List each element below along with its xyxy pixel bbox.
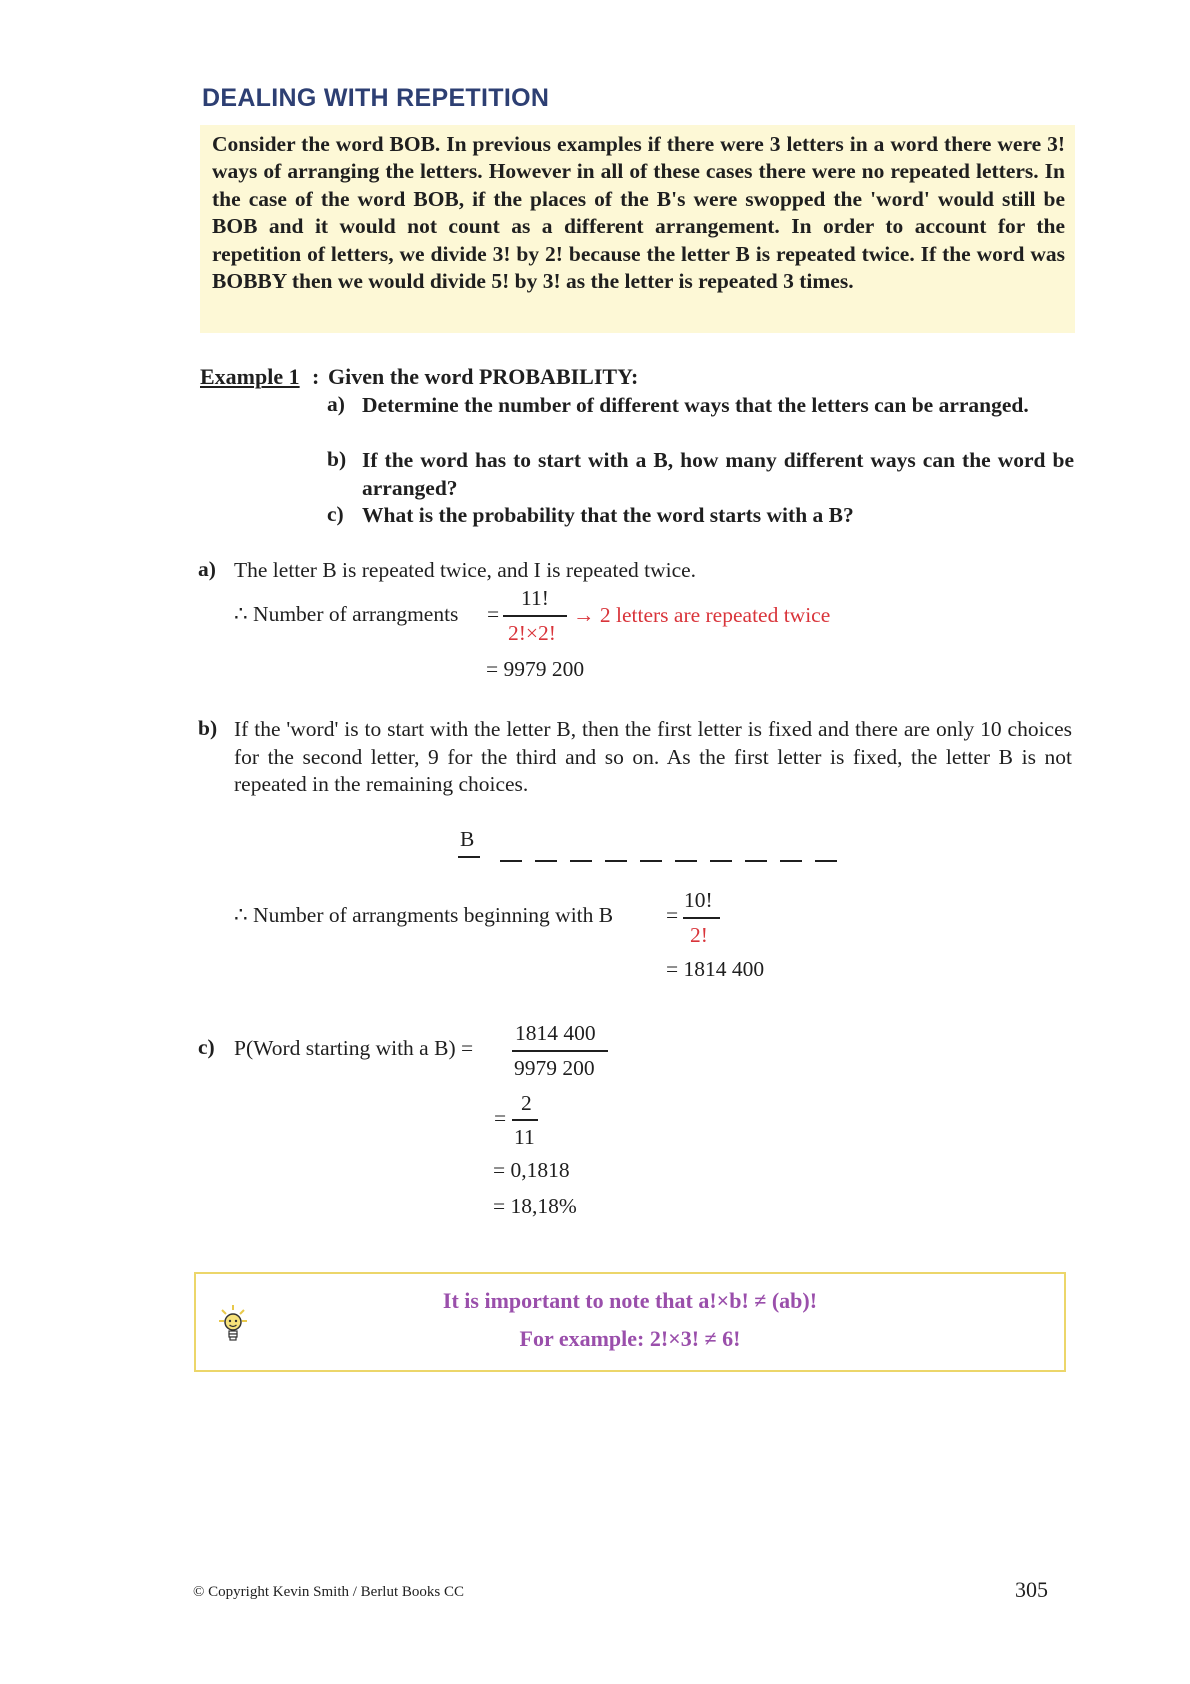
- solution-c-denominator: 9979 200: [514, 1056, 595, 1080]
- slot-underline-first: [458, 856, 480, 858]
- slot-blank: [780, 860, 802, 862]
- example-title: Given the word PROBABILITY:: [328, 364, 639, 389]
- example-label: Example 1: [200, 364, 300, 389]
- solution-a-result: = 9979 200: [486, 657, 585, 681]
- solution-c-numerator: 1814 400: [515, 1021, 596, 1045]
- slot-letter: B: [460, 827, 475, 851]
- intro-text: Consider the word BOB. In previous examples if there were 3 letters in a word there were 3! ways of arranging the letters. However in all of these cases there were no repeated letters. In the case of the word BOB, if the places of the B's were swopped the 'word' would still be BOB and it would not count as a different arrangement. In order to account for the repetition of letters, we divide 3! by 2! because the letter B is repeated twice. If the word was BOBBY then we would divide 5! by 3! as the letter is repeated 3 times.: [212, 132, 1065, 294]
- solution-a-annotation: → 2 letters are repeated twice: [573, 603, 831, 627]
- solution-a-numerator: 11!: [521, 586, 549, 610]
- solution-a-label: ∴ Number of arrangments: [234, 602, 459, 626]
- solution-b-letter: b): [198, 716, 218, 740]
- solution-b-label: ∴ Number of arrangments beginning with B: [234, 903, 614, 927]
- note-box: [194, 1272, 1066, 1372]
- solution-a-denominator: 2!×2!: [508, 621, 556, 645]
- slot-blank: [535, 860, 557, 862]
- solution-c-letter: c): [198, 1035, 215, 1059]
- slot-blank: [675, 860, 697, 862]
- note-line-1: It is important to note that a!×b! ≠ (ab)!: [442, 1288, 818, 1313]
- question-a-letter: a): [327, 392, 345, 416]
- solution-b-text: If the 'word' is to start with the letter B, then the first letter is fixed and there are only 10 choices for the second letter, 9 for the third and so on. As the first letter is fixed, the letter B is not repeated in the remaining choices.: [234, 717, 1072, 796]
- solution-a-letter: a): [198, 557, 216, 581]
- solution-b-denominator: 2!: [690, 923, 708, 947]
- solution-b-equals: =: [666, 903, 679, 927]
- slot-blank: [745, 860, 767, 862]
- solution-a-fraction-bar: [503, 615, 567, 617]
- question-c-text: What is the probability that the word starts with a B?: [362, 503, 854, 527]
- solution-c-simplified-bar: [512, 1119, 538, 1121]
- copyright-text: © Copyright Kevin Smith / Berlut Books CC: [193, 1584, 464, 1600]
- slot-blank: [570, 860, 592, 862]
- solution-c-decimal: = 0,1818: [493, 1158, 570, 1182]
- solution-c-expression: P(Word starting with a B) =: [234, 1036, 474, 1060]
- solution-c-fraction-bar: [512, 1050, 608, 1052]
- question-a-text: Determine the number of different ways that the letters can be arranged.: [362, 393, 1029, 417]
- slot-blank: [500, 860, 522, 862]
- solution-a-text: The letter B is repeated twice, and I is repeated twice.: [234, 558, 697, 582]
- page-number: 305: [1015, 1577, 1048, 1602]
- example-colon: :: [312, 364, 320, 389]
- slot-blank: [710, 860, 732, 862]
- slot-blank: [640, 860, 662, 862]
- question-b-letter: b): [327, 447, 347, 471]
- solution-b-numerator: 10!: [684, 888, 713, 912]
- solution-b-result: = 1814 400: [666, 957, 765, 981]
- solution-a-equals: =: [487, 602, 500, 626]
- section-heading: DEALING WITH REPETITION: [202, 84, 550, 112]
- question-b-text: If the word has to start with a B, how many different ways can the word be arranged?: [362, 448, 1074, 500]
- question-c-letter: c): [327, 502, 344, 526]
- solution-c-simplified-denominator: 11: [514, 1125, 535, 1149]
- note-line-2: For example: 2!×3! ≠ 6!: [519, 1326, 741, 1351]
- slot-blank: [605, 860, 627, 862]
- slot-blank: [815, 860, 837, 862]
- solution-c-equals: =: [494, 1106, 507, 1130]
- intro-box: [200, 125, 1075, 333]
- solution-c-simplified-numerator: 2: [521, 1091, 532, 1115]
- solution-b-fraction-bar: [683, 917, 720, 919]
- solution-c-percent: = 18,18%: [493, 1194, 577, 1218]
